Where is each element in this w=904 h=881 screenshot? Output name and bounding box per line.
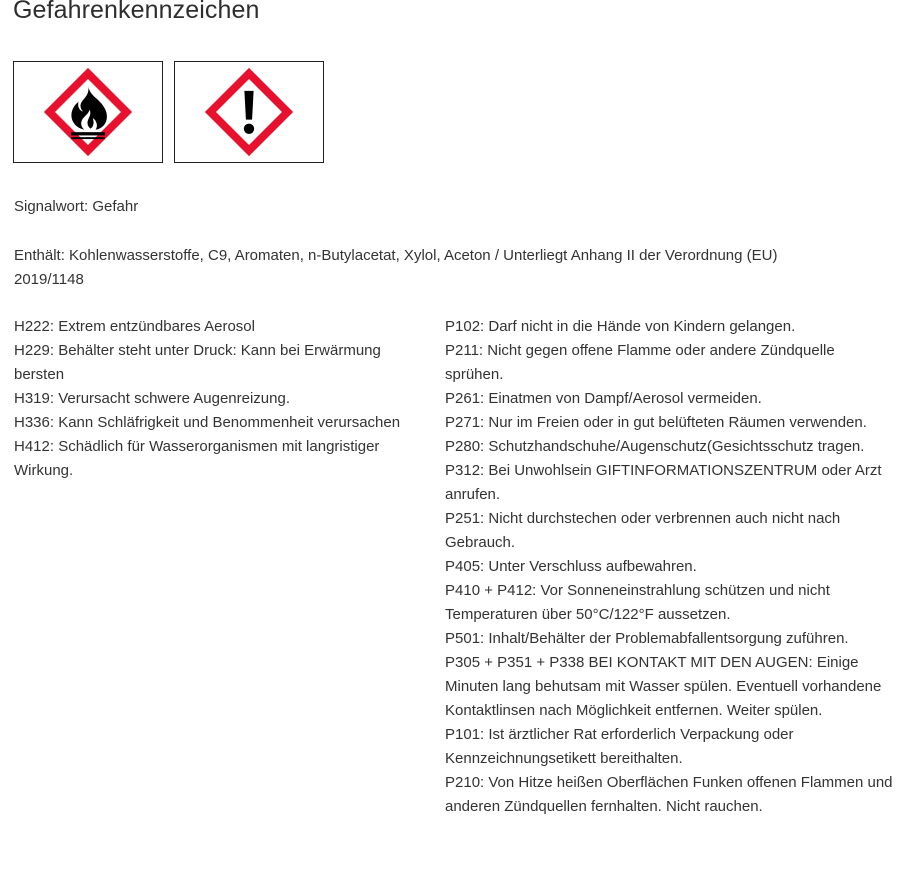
- pictogram-list: [13, 61, 324, 163]
- precautionary-statement: P271: Nur im Freien oder in gut belüfteten Räumen verwenden.: [445, 414, 867, 431]
- hazard-statement: H222: Extrem entzündbares Aerosol: [14, 318, 255, 335]
- hazard-statements-column: [14, 315, 434, 483]
- precautionary-statement: P101: Ist ärztlicher Rat erforderlich Verpackung oder Kennzeichnungsetikett bereithalten.: [445, 726, 794, 767]
- hazard-statement: H319: Verursacht schwere Augenreizung.: [14, 390, 290, 407]
- precautionary-statement: P312: Bei Unwohlsein GIFTINFORMATIONSZENTRUM oder Arzt anrufen.: [445, 462, 882, 503]
- precautionary-statement: P280: Schutzhandschuhe/Augenschutz(Gesichtsschutz tragen.: [445, 438, 865, 455]
- precautionary-statement: P501: Inhalt/Behälter der Problemabfallentsorgung zuführen.: [445, 630, 849, 647]
- ghs07-exclamation-icon: [201, 64, 297, 160]
- pictogram-box-exclamation: [174, 61, 324, 163]
- contains-statement: Enthält: Kohlenwasserstoffe, C9, Aromaten, n-Butylacetat, Xylol, Aceton / Unterliegt Anhang II der Verordnung (EU) 2019/1148: [14, 247, 778, 288]
- precautionary-statement: P211: Nicht gegen offene Flamme oder andere Zündquelle sprühen.: [445, 342, 835, 383]
- precautionary-statement: P405: Unter Verschluss aufbewahren.: [445, 558, 697, 575]
- precautionary-statement: P261: Einatmen von Dampf/Aerosol vermeiden.: [445, 390, 762, 407]
- precautionary-statements-column: [445, 315, 893, 819]
- precautionary-statement: P410 + P412: Vor Sonneneinstrahlung schützen und nicht Temperaturen über 50°C/122°F aussetzen.: [445, 582, 830, 623]
- hazard-statement: H336: Kann Schläfrigkeit und Benommenheit verursachen: [14, 414, 401, 431]
- hazard-statement: H412: Schädlich für Wasserorganismen mit langristiger Wirkung.: [14, 438, 380, 479]
- precautionary-statement: P210: Von Hitze heißen Oberflächen Funken offenen Flammen und anderen Zündquellen fernhalten. Nicht rauchen.: [445, 774, 893, 815]
- precautionary-statement: P102: Darf nicht in die Hände von Kindern gelangen.: [445, 318, 796, 335]
- page-title: Gefahrenkennzeichen: [13, 0, 260, 24]
- signal-word: Signalwort: Gefahr: [14, 198, 139, 215]
- precautionary-statement: P305 + P351 + P338 BEI KONTAKT MIT DEN AUGEN: Einige Minuten lang behutsam mit Wasser spülen. Eventuell vorhandene Kontaktlinsen nach Möglichkeit entfernen. Weiter spülen.: [445, 654, 882, 719]
- precautionary-statement: P251: Nicht durchstechen oder verbrennen auch nicht nach Gebrauch.: [445, 510, 841, 551]
- ghs02-flammable-icon: [40, 64, 136, 160]
- hazard-statement: H229: Behälter steht unter Druck: Kann bei Erwärmung bersten: [14, 342, 381, 383]
- pictogram-box-flammable: [13, 61, 163, 163]
